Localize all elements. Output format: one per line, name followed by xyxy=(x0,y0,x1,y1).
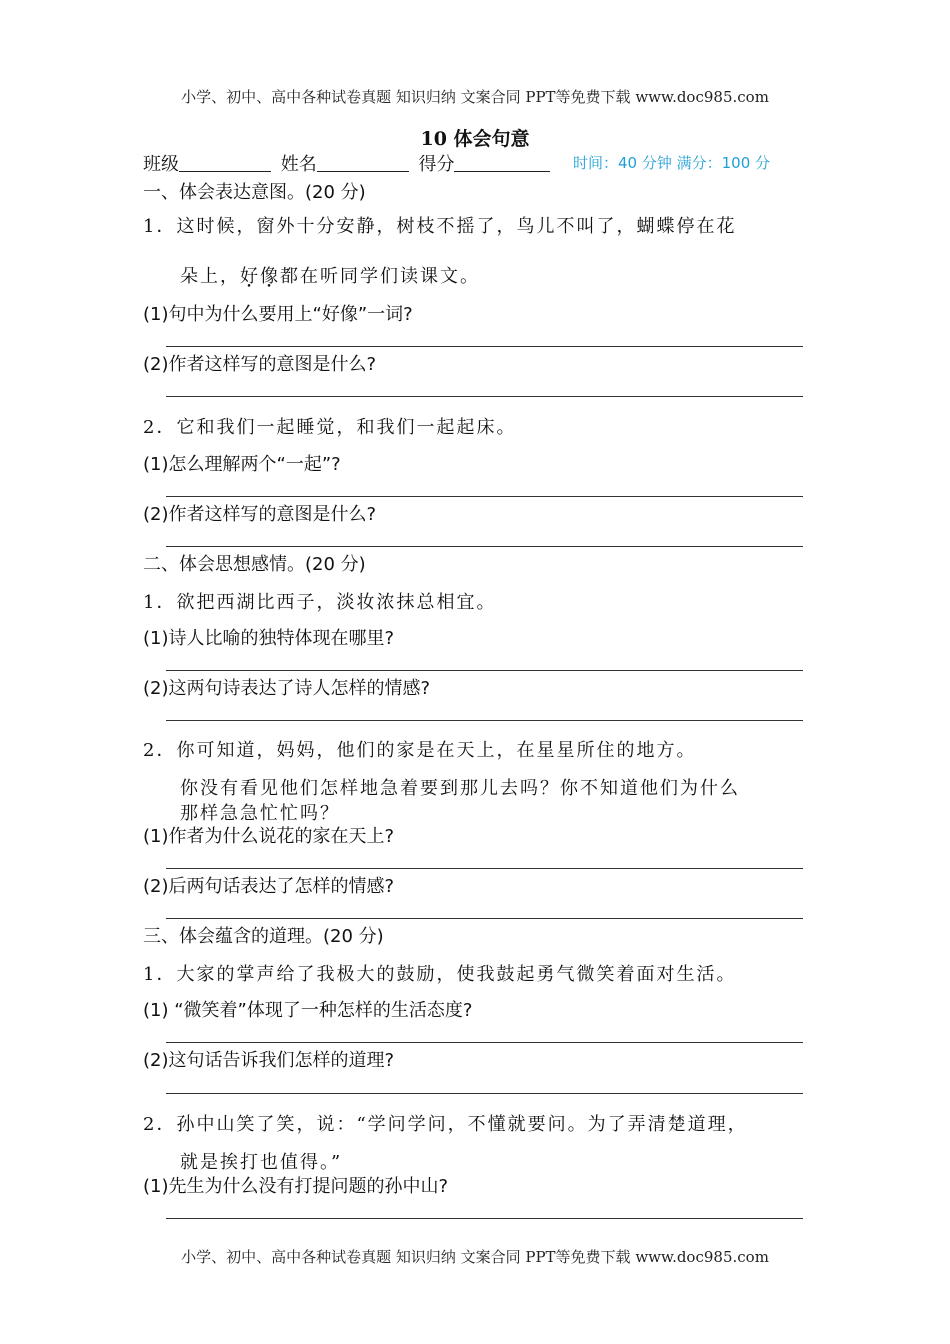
page-header: 小学、初中、高中各种试卷真题 知识归纳 文案合同 PPT等免费下载 www.doc985.com xyxy=(181,88,769,106)
class-blank[interactable] xyxy=(179,155,271,172)
worksheet-title: 10 体会句意 xyxy=(420,128,530,150)
answer-line[interactable] xyxy=(166,918,803,919)
s2-q2-sub1: (1)作者为什么说花的家在天上? xyxy=(143,826,395,847)
s1-q2-sentence: 2．它和我们一起睡觉，和我们一起起床。 xyxy=(143,417,517,438)
section-2-heading: 二、体会思想感情。(20 分) xyxy=(143,554,366,575)
s3-q2-sentence-line1: 2．孙中山笑了笑，说：“学问学问，不懂就要问。为了弄清楚道理， xyxy=(143,1114,748,1135)
class-label: 班级 xyxy=(143,154,179,175)
answer-line[interactable] xyxy=(166,346,803,347)
s1-q2-sub2: (2)作者这样写的意图是什么? xyxy=(143,504,377,525)
s1-q1-sentence-line2 xyxy=(180,262,480,288)
answer-line[interactable] xyxy=(166,396,803,397)
s3-q1-sub1: (1) “微笑着”体现了一种怎样的生活态度? xyxy=(143,1000,473,1021)
student-info-row xyxy=(143,150,554,176)
s1-q1-text-post: 都在听同学们读课文。 xyxy=(280,266,480,287)
s2-q2-sentence-line1: 2．你可知道，妈妈，他们的家是在天上，在星星所住的地方。 xyxy=(143,740,697,761)
s1-q2-sub1: (1)怎么理解两个“一起”? xyxy=(143,454,341,475)
s2-q1-sentence: 1．欲把西湖比西子，淡妆浓抹总相宜。 xyxy=(143,592,497,613)
s1-q1-text-pre: 朵上， xyxy=(180,266,240,287)
emphasis-char-2: 像 xyxy=(260,266,280,287)
answer-line[interactable] xyxy=(166,546,803,547)
s2-q1-sub1: (1)诗人比喻的独特体现在哪里? xyxy=(143,628,395,649)
score-label: 得分 xyxy=(418,154,455,175)
section-1-heading: 一、体会表达意图。(20 分) xyxy=(143,182,366,203)
s3-q1-sub2: (2)这句话告诉我们怎样的道理? xyxy=(143,1050,395,1071)
answer-line[interactable] xyxy=(166,1218,803,1219)
answer-line[interactable] xyxy=(166,1093,803,1094)
answer-line[interactable] xyxy=(166,868,803,869)
s3-q2-sub1: (1)先生为什么没有打提问题的孙中山? xyxy=(143,1176,449,1197)
s1-q1-sub1: (1)句中为什么要用上“好像”一词? xyxy=(143,304,413,325)
s2-q2-sentence-line2: 你没有看见他们怎样地急着要到那儿去吗？你不知道他们为什么 xyxy=(180,778,740,799)
emphasis-char-1: 好 xyxy=(240,266,260,287)
name-blank[interactable] xyxy=(317,155,409,172)
time-score-meta: 时间：40 分钟 满分：100 分 xyxy=(573,154,771,172)
s1-q1-sub2: (2)作者这样写的意图是什么? xyxy=(143,354,377,375)
page-footer: 小学、初中、高中各种试卷真题 知识归纳 文案合同 PPT等免费下载 www.doc985.com xyxy=(181,1248,769,1266)
s2-q2-sub2: (2)后两句话表达了怎样的情感? xyxy=(143,876,395,897)
s2-q1-sub2: (2)这两句诗表达了诗人怎样的情感? xyxy=(143,678,431,699)
s3-q1-sentence: 1．大家的掌声给了我极大的鼓励，使我鼓起勇气微笑着面对生活。 xyxy=(143,964,737,985)
answer-line[interactable] xyxy=(166,720,803,721)
s3-q2-sentence-line2: 就是挨打也值得。” xyxy=(180,1152,343,1173)
name-label: 姓名 xyxy=(280,154,317,175)
answer-line[interactable] xyxy=(166,670,803,671)
s1-q1-sentence-line1: 1．这时候，窗外十分安静，树枝不摇了，鸟儿不叫了，蝴蝶停在花 xyxy=(143,216,737,237)
section-3-heading: 三、体会蕴含的道理。(20 分) xyxy=(143,926,384,947)
answer-line[interactable] xyxy=(166,496,803,497)
score-blank[interactable] xyxy=(454,155,550,172)
answer-line[interactable] xyxy=(166,1042,803,1043)
s2-q2-sentence-line3: 那样急急忙忙吗？ xyxy=(180,803,340,824)
